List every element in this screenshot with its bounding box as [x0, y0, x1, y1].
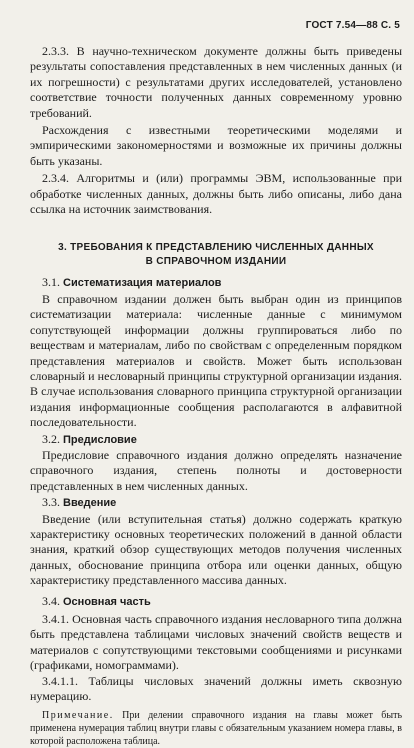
note-text: При делении справочного издания на главы может быть применена нумерация таблиц внутри главы с обязательным указанием номера главы, в которой расположена таблица.	[30, 710, 402, 748]
heading-3-4-title: Основная часть	[63, 595, 151, 608]
paragraph-2-3-3: 2.3.3. В научно-техническом документе должны быть приведены результаты сопоставления представленных в нем численных данных (и их погрешности) с результатами других исследователей, установлено соответствие точности полученных данных современному уровню требований.	[30, 44, 402, 120]
heading-3-1-number: 3.1.	[42, 275, 60, 290]
section-3-title-line-2: В СПРАВОЧНОМ ИЗДАНИИ	[145, 256, 287, 268]
heading-3-1-title: Систематизация материалов	[63, 277, 222, 290]
heading-3-1	[30, 275, 402, 291]
heading-3-4	[30, 594, 402, 610]
note	[30, 709, 402, 748]
heading-3-3-number: 3.3.	[42, 495, 60, 510]
heading-3-2-title: Предисловие	[63, 433, 137, 446]
heading-3-3	[30, 495, 402, 511]
paragraph-3-2: Предисловие справочного издания должно определять назначение справочного издания, степень полноты и достоверности представленных в нем численных данных.	[30, 447, 402, 493]
paragraph-2-3-4: 2.3.4. Алгоритмы и (или) программы ЭВМ, использованные при обработке численных данных, должны быть либо описаны, либо дана ссылка на источник заимствования.	[30, 171, 402, 217]
paragraph-3-3: Введение (или вступительная статья) должно содержать краткую характеристику основных теоретических положений в данной области знания, краткий обзор существующих методов получения численных данных, обоснование принципа отбора или оценки данных, общую характеристику представленного массива данных.	[30, 511, 402, 588]
paragraph-discrepancies: Расхождения с известными теоретическими моделями и эмпирическими закономерностями и возможные их причины должны быть указаны.	[30, 123, 402, 168]
paragraph-3-1: В справочном издании должен быть выбран один из принципов систематизации материала: численные данные с минимумом сопутствующей информации должны группироваться либо по веществам и материалам, либо по свойствам с определенным порядком представления материалов и свойств. Может быть использован словарный и несловарный принципы структурной организации издания. В случае использования словарного принципа структурной организации издания информационные сообщения располагаются в алфавитной последовательности.	[30, 291, 402, 430]
page-header: ГОСТ 7.54—88 С. 5	[305, 20, 400, 31]
section-3-title	[30, 241, 402, 269]
heading-3-2	[30, 432, 402, 448]
heading-3-3-title: Введение	[63, 497, 117, 510]
section-3-title-line-1: 3. ТРЕБОВАНИЯ К ПРЕДСТАВЛЕНИЮ ЧИСЛЕННЫХ ДАННЫХ	[58, 242, 374, 254]
paragraph-3-4-1: 3.4.1. Основная часть справочного издания несловарного типа должна быть представлена таблицами числовых значений свойств веществ и материалов с сопутствующими текстовыми сообщениями и рисунками (графиками, номограммами).	[30, 612, 402, 673]
paragraph-3-4-1-1: 3.4.1.1. Таблицы числовых значений должны иметь сквозную нумерацию.	[30, 673, 402, 704]
document-page	[30, 44, 402, 748]
heading-3-2-number: 3.2.	[42, 431, 60, 446]
heading-3-4-number: 3.4.	[42, 593, 60, 608]
note-label: Примечание.	[42, 710, 114, 722]
